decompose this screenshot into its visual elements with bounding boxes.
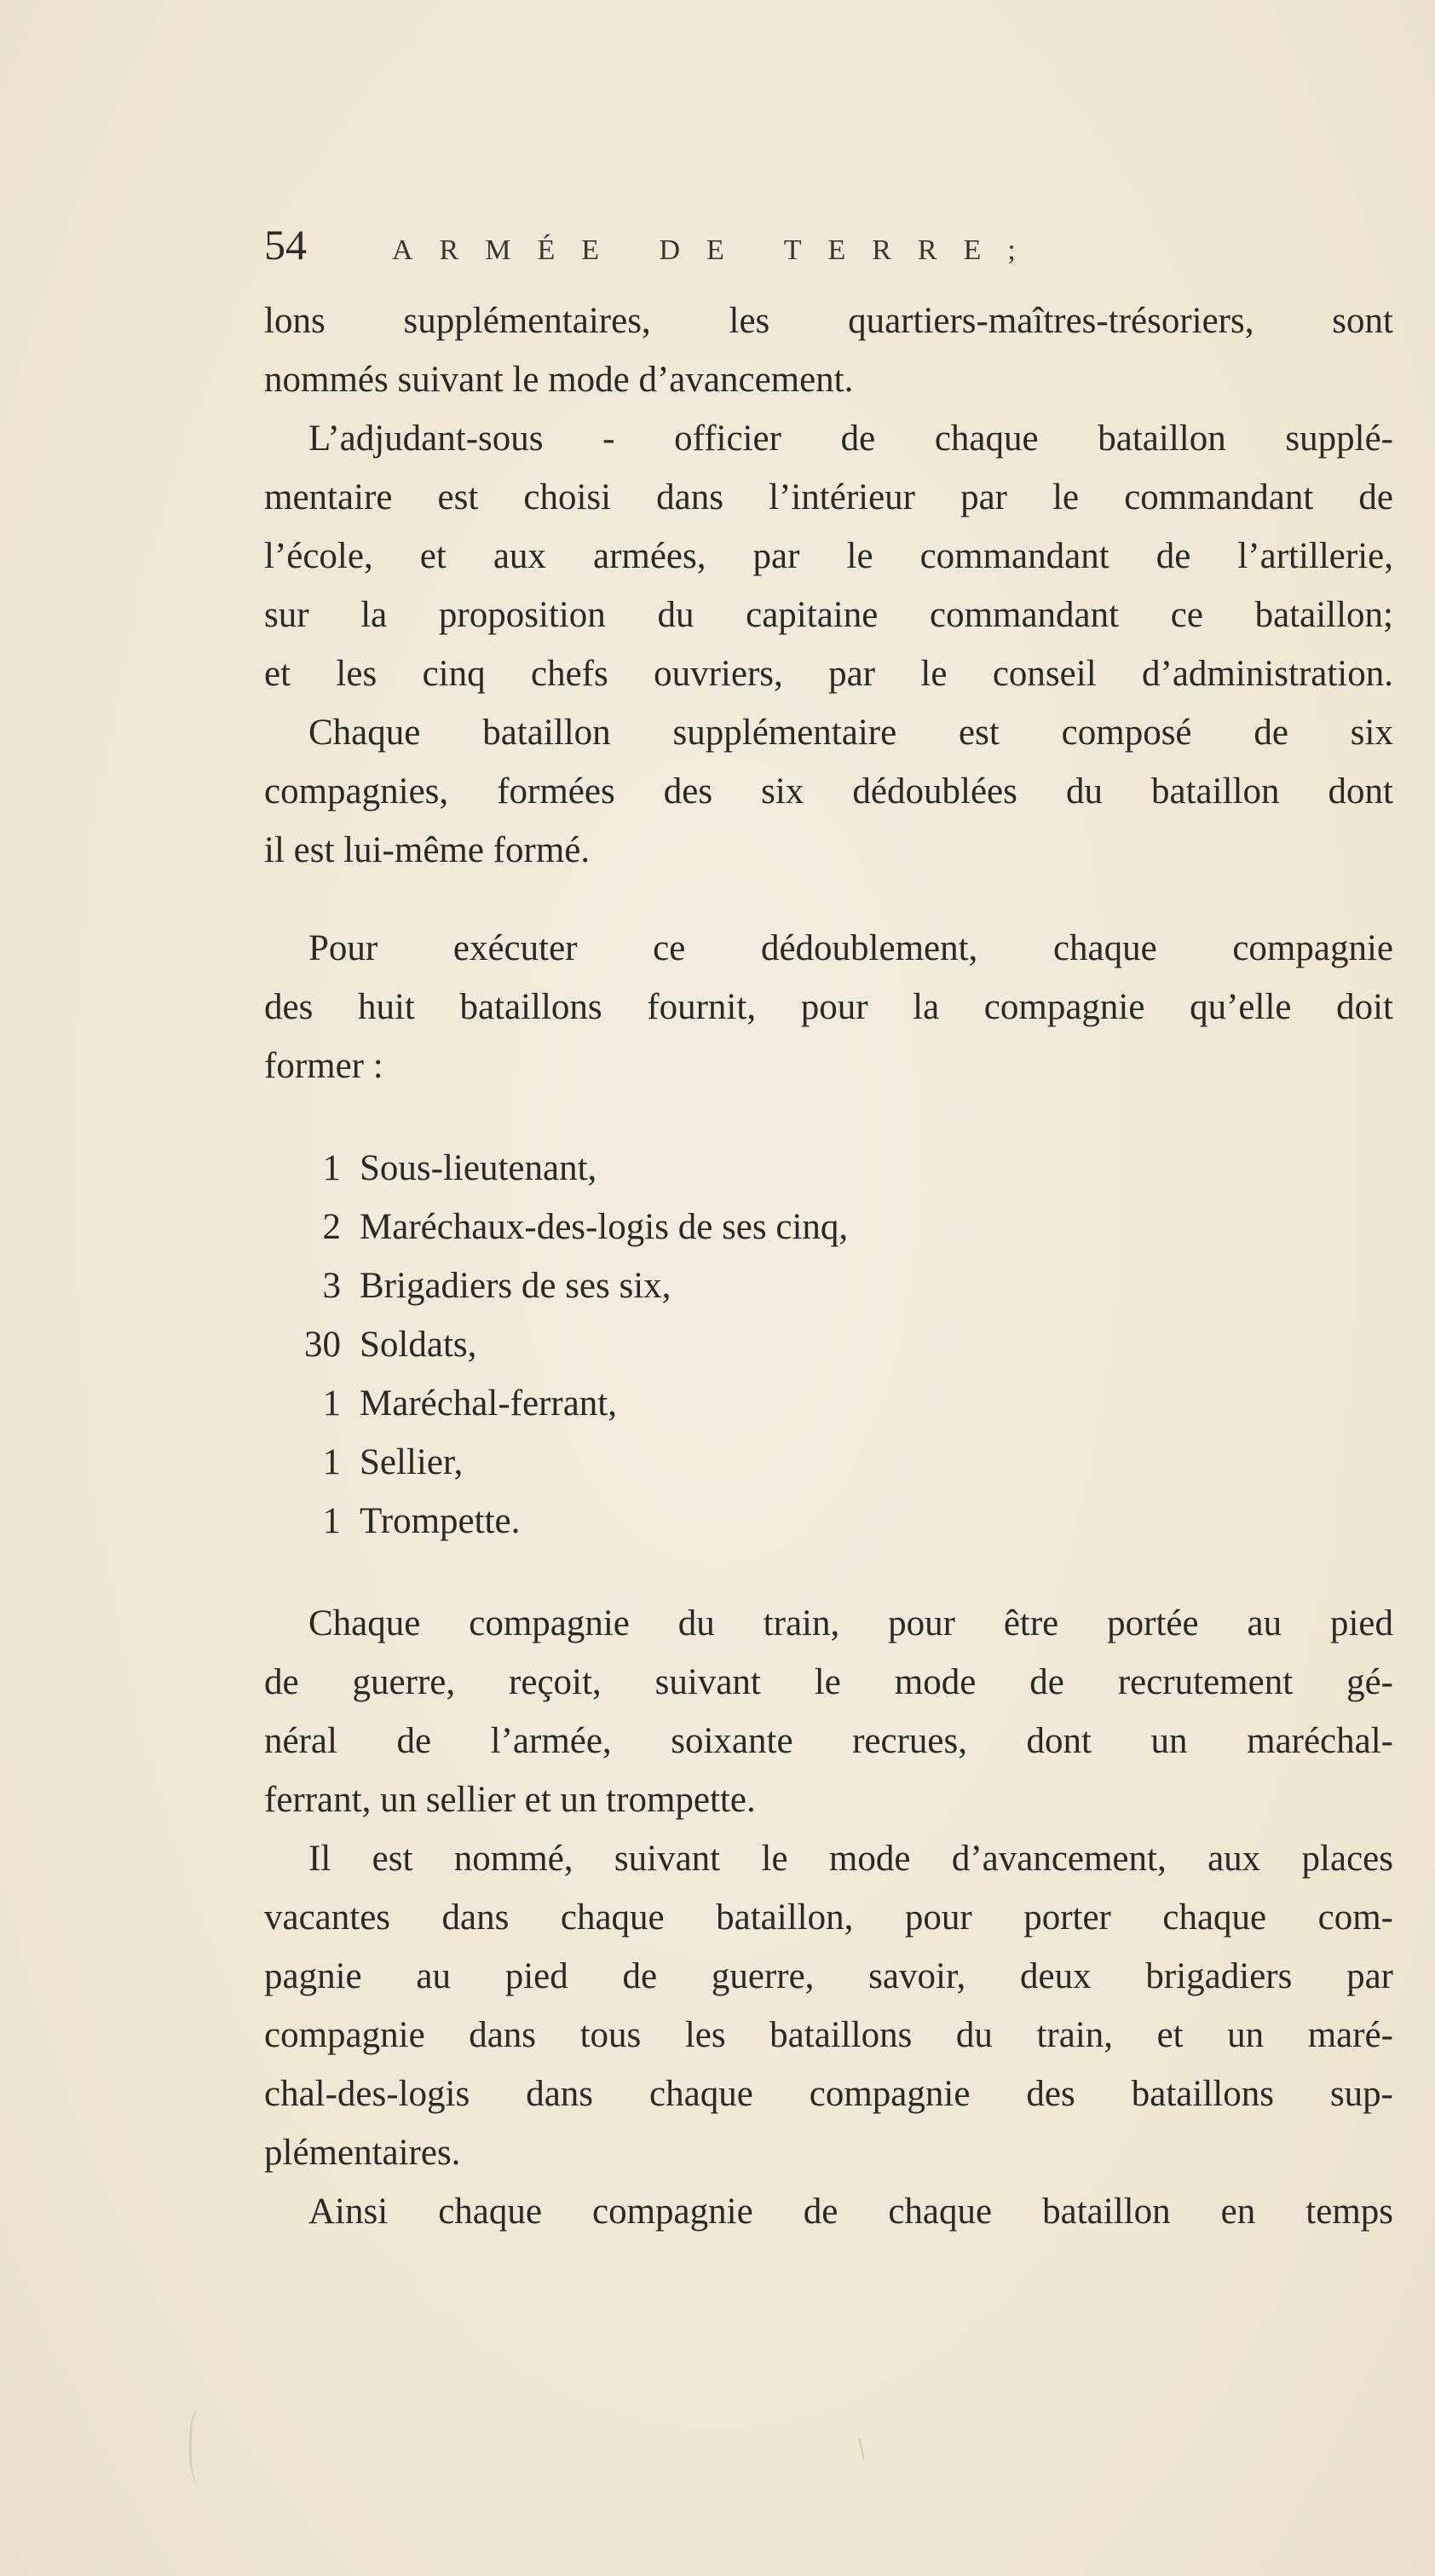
body-text — [264, 292, 1393, 2241]
text-line: Ainsi chaque compagnie de chaque bataillon en temps — [308, 2192, 1393, 2232]
text-line: l’école, et aux armées, par le commandant de l’artillerie, — [264, 536, 1393, 576]
text-line: Chaque bataillon supplémentaire est composé de six — [308, 713, 1393, 753]
page-number: 54 — [264, 221, 307, 269]
text-line: Chaque compagnie du train, pour être portée au pied — [308, 1603, 1393, 1643]
running-head: ARMÉE DE TERRE; — [392, 234, 1042, 266]
text-line: pagnie au pied de guerre, savoir, deux brigadiers par — [264, 1956, 1393, 1996]
list-item — [264, 1198, 1393, 1256]
text-line: il est lui-même formé. — [264, 830, 591, 870]
text-line: mentaire est choisi dans l’intérieur par le commandant de — [264, 477, 1393, 517]
list-quantity: 1 — [322, 1442, 341, 1482]
text-line: nommés suivant le mode d’avancement. — [264, 360, 854, 400]
list-label: Soldats, — [360, 1325, 477, 1365]
list-item — [264, 1433, 1393, 1492]
page-header — [264, 220, 1389, 288]
list-quantity: 30 — [304, 1325, 341, 1365]
list-label: Trompette. — [360, 1501, 521, 1541]
list-label: Maréchaux-des-logis de ses cinq, — [360, 1207, 849, 1247]
list-label: Maréchal-ferrant, — [360, 1383, 617, 1424]
text-line: sur la proposition du capitaine commandant ce bataillon; — [264, 595, 1393, 635]
paper-mark — [858, 2438, 864, 2460]
paper-mark — [189, 2408, 216, 2485]
list-quantity: 1 — [322, 1501, 341, 1541]
text-line: de guerre, reçoit, suivant le mode de recrutement gé- — [264, 1662, 1393, 1702]
text-line: plémentaires. — [264, 2133, 461, 2173]
text-line: compagnies, formées des six dédoublées du bataillon dont — [264, 771, 1393, 811]
list-quantity: 1 — [322, 1383, 341, 1424]
text-line: néral de l’armée, soixante recrues, dont un maréchal- — [264, 1721, 1393, 1761]
list-item — [264, 1374, 1393, 1433]
text-line: vacantes dans chaque bataillon, pour porter chaque com- — [264, 1897, 1393, 1938]
text-line: compagnie dans tous les bataillons du train, et un maré- — [264, 2015, 1393, 2055]
text-line: des huit bataillons fournit, pour la compagnie qu’elle doit — [264, 987, 1393, 1027]
text-line: Il est nommé, suivant le mode d’avancement, aux places — [308, 1839, 1393, 1879]
personnel-list — [264, 1139, 1393, 1551]
text-line: L’adjudant-sous - officier de chaque bataillon supplé- — [308, 419, 1393, 459]
list-item — [264, 1256, 1393, 1315]
list-quantity: 3 — [322, 1266, 341, 1306]
list-label: Brigadiers de ses six, — [360, 1266, 671, 1306]
text-line: Pour exécuter ce dédoublement, chaque compagnie — [308, 928, 1393, 968]
text-line: chal-des-logis dans chaque compagnie des bataillons sup- — [264, 2074, 1393, 2114]
list-item — [264, 1139, 1393, 1198]
list-quantity: 1 — [322, 1148, 341, 1188]
text-line: et les cinq chefs ouvriers, par le conseil d’administration. — [264, 654, 1393, 694]
text-line: ferrant, un sellier et un trompette. — [264, 1780, 756, 1820]
list-label: Sous-lieutenant, — [360, 1148, 597, 1188]
list-label: Sellier, — [360, 1442, 464, 1482]
list-item — [264, 1315, 1393, 1374]
text-line: lons supplémentaires, les quartiers-maîtres-trésoriers, sont — [264, 301, 1393, 341]
list-item — [264, 1492, 1393, 1551]
text-line: former : — [264, 1046, 383, 1086]
list-quantity: 2 — [322, 1207, 341, 1247]
